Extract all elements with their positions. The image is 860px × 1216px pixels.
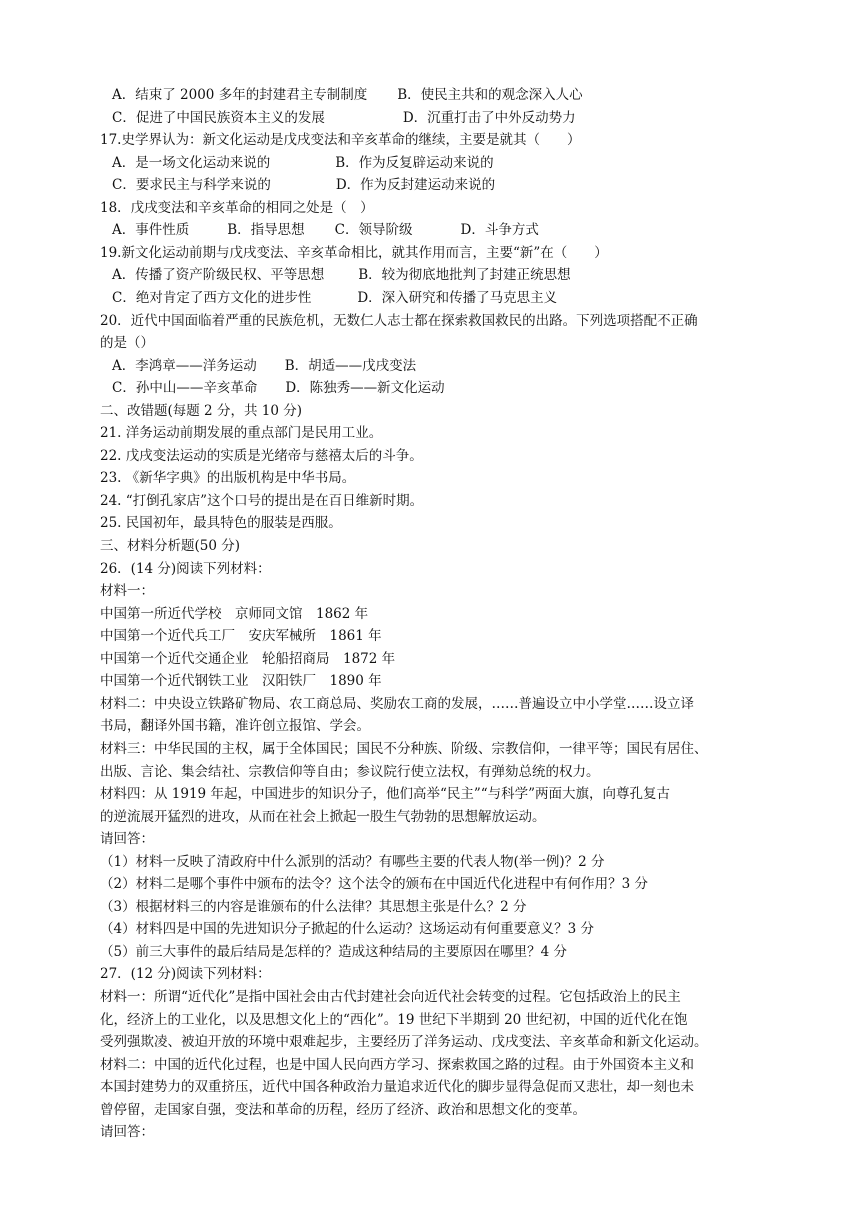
answer-option: B．胡适——戊戌变法 — [284, 357, 417, 374]
answer-option: A．是一场文化运动来说的 — [112, 154, 271, 171]
text-line: 的是（） — [100, 335, 154, 352]
text-line: （5）前三大事件的最后结局是怎样的？造成这种结局的主要原因在哪里？4 分 — [100, 943, 567, 960]
answer-option: D．斗争方式 — [460, 222, 539, 239]
text-line: 的逆流展开猛烈的进攻，从而在社会上掀起一股生气勃勃的思想解放运动。 — [100, 808, 546, 825]
option-row — [112, 264, 792, 287]
answer-option: D．陈独秀——新文化运动 — [285, 380, 445, 397]
text-line: 受列强欺凌、被迫开放的环境中艰难起步，主要经历了洋务运动、戊戌变法、辛亥革命和新文化运动。 — [100, 1034, 708, 1051]
text-line: （1）材料一反映了清政府中什么派别的活动？有哪些主要的代表人物(举一例)？2 分 — [100, 853, 605, 870]
text-line: 书局，翻译外国书籍，准许创立报馆、学会。 — [100, 718, 370, 735]
answer-option: A．传播了资产阶级民权、平等思想 — [112, 267, 325, 284]
text-line: 出版、言论、集会结社、宗教信仰等自由；参议院行使立法权，有弹劾总统的权力。 — [100, 763, 600, 780]
answer-option: B．指导思想 — [227, 222, 305, 239]
text-line: 中国第一所近代学校 京师同文馆 1862 年 — [100, 605, 369, 622]
text-line: 23. 《新华字典》的出版机构是中华书局。 — [100, 470, 356, 487]
text-line: 请回答： — [100, 1124, 154, 1141]
text-line: 材料二：中央设立铁路矿物局、农工商总局、奖励农工商的发展，……普遍设立中小学堂……设立译 — [100, 695, 694, 712]
text-line: 18．戊戌变法和辛亥革命的相同之处是（ ） — [100, 199, 374, 216]
option-row — [112, 107, 792, 130]
answer-option: B．作为反复辟运动来说的 — [335, 154, 494, 171]
answer-option: C．要求民主与科学来说的 — [112, 177, 271, 194]
text-line: 材料四：从 1919 年起，中国进步的知识分子，他们高举“民主”“与科学”两面大旗，向尊孔复古 — [100, 786, 671, 803]
text-line: 25. 民国初年，最具特色的服装是西服。 — [100, 515, 342, 532]
text-line: 17.史学界认为：新文化运动是戊戌变法和辛亥革命的继续，主要是就其（ ） — [100, 132, 581, 149]
text-line: 21. 洋务运动前期发展的重点部门是民用工业。 — [100, 425, 383, 442]
answer-option: C．领导阶级 — [334, 222, 413, 239]
text-line: 材料一： — [100, 583, 154, 600]
text-line: 本国封建势力的双重挤压，近代中国各种政治力量追求近代化的脚步显得急促而又悲壮，却一刻也未 — [100, 1079, 694, 1096]
answer-option: C．绝对肯定了西方文化的进步性 — [112, 289, 312, 306]
text-line: 请回答： — [100, 831, 154, 848]
answer-option: B．较为彻底地批判了封建正统思想 — [358, 267, 571, 284]
text-line: 26．(14 分)阅读下列材料： — [100, 560, 271, 577]
option-row — [112, 152, 792, 175]
option-row — [112, 377, 792, 400]
text-line: 材料一：所谓“近代化”是指中国社会由古代封建社会向近代社会转变的过程。它包括政治上的民主 — [100, 989, 681, 1005]
answer-option: C．促进了中国民族资本主义的发展 — [112, 109, 325, 126]
answer-option: A．结束了 2000 多年的封建君主专制制度 — [112, 87, 368, 103]
text-line: 19.新文化运动前期与戊戌变法、辛亥革命相比，就其作用而言，主要“新”在（ ） — [100, 244, 608, 261]
text-line: （3）根据材料三的内容是谁颁布的什么法律？其思想主张是什么？2 分 — [100, 898, 527, 915]
option-row — [112, 84, 792, 107]
text-line: 22. 戊戌变法运动的实质是光绪帝与慈禧太后的斗争。 — [100, 447, 423, 464]
text-line: 27．(12 分)阅读下列材料： — [100, 966, 271, 983]
text-line: 材料二：中国的近代化过程，也是中国人民向西方学习、探索救国之路的过程。由于外国资本主义和 — [100, 1056, 694, 1073]
text-line: 材料三：中华民国的主权，属于全体国民；国民不分种族、阶级、宗教信仰，一律平等；国民有居住、 — [100, 740, 708, 757]
text-line: 化，经济上的工业化，以及思想文化上的“西化”。19 世纪下半期到 20 世纪初，中国的近代化在饱 — [100, 1011, 688, 1028]
option-row — [112, 219, 792, 242]
option-row — [112, 287, 792, 310]
text-line: 24. “打倒孔家店”这个口号的提出是在百日维新时期。 — [100, 492, 424, 509]
text-line: 三、材料分析题(50 分) — [100, 538, 241, 554]
text-line: 中国第一个近代钢铁工业 汉阳铁厂 1890 年 — [100, 673, 382, 690]
answer-option: D．深入研究和传播了马克思主义 — [357, 289, 558, 306]
text-line: （2）材料二是哪个事件中颁布的法令？这个法令的颁布在中国近代化进程中有何作用？3 分 — [100, 876, 648, 893]
option-row — [112, 355, 792, 378]
option-row — [112, 174, 792, 197]
answer-option: D．作为反封建运动来说的 — [335, 177, 496, 194]
answer-option: D．沉重打击了中外反动势力 — [402, 109, 576, 126]
text-line: 20．近代中国面临着严重的民族危机，无数仁人志士都在探索救国救民的出路。下列选项搭配不正确 — [100, 312, 698, 329]
text-line: 中国第一个近代交通企业 轮船招商局 1872 年 — [100, 650, 396, 667]
answer-option: B．使民主共和的观念深入人心 — [397, 87, 583, 103]
text-line: 二、改错题(每题 2 分，共 10 分) — [100, 402, 302, 419]
answer-option: A．李鸿章——洋务运动 — [112, 357, 257, 374]
answer-option: C．孙中山——辛亥革命 — [112, 380, 258, 397]
answer-option: A．事件性质 — [112, 222, 190, 239]
text-line: （4）材料四是中国的先进知识分子掀起的什么运动？这场运动有何重要意义？3 分 — [100, 921, 594, 938]
text-line: 中国第一个近代兵工厂 安庆军械所 1861 年 — [100, 628, 382, 645]
text-line: 曾停留，走国家自强，变法和革命的历程，经历了经济、政治和思想文化的变革。 — [100, 1101, 586, 1118]
